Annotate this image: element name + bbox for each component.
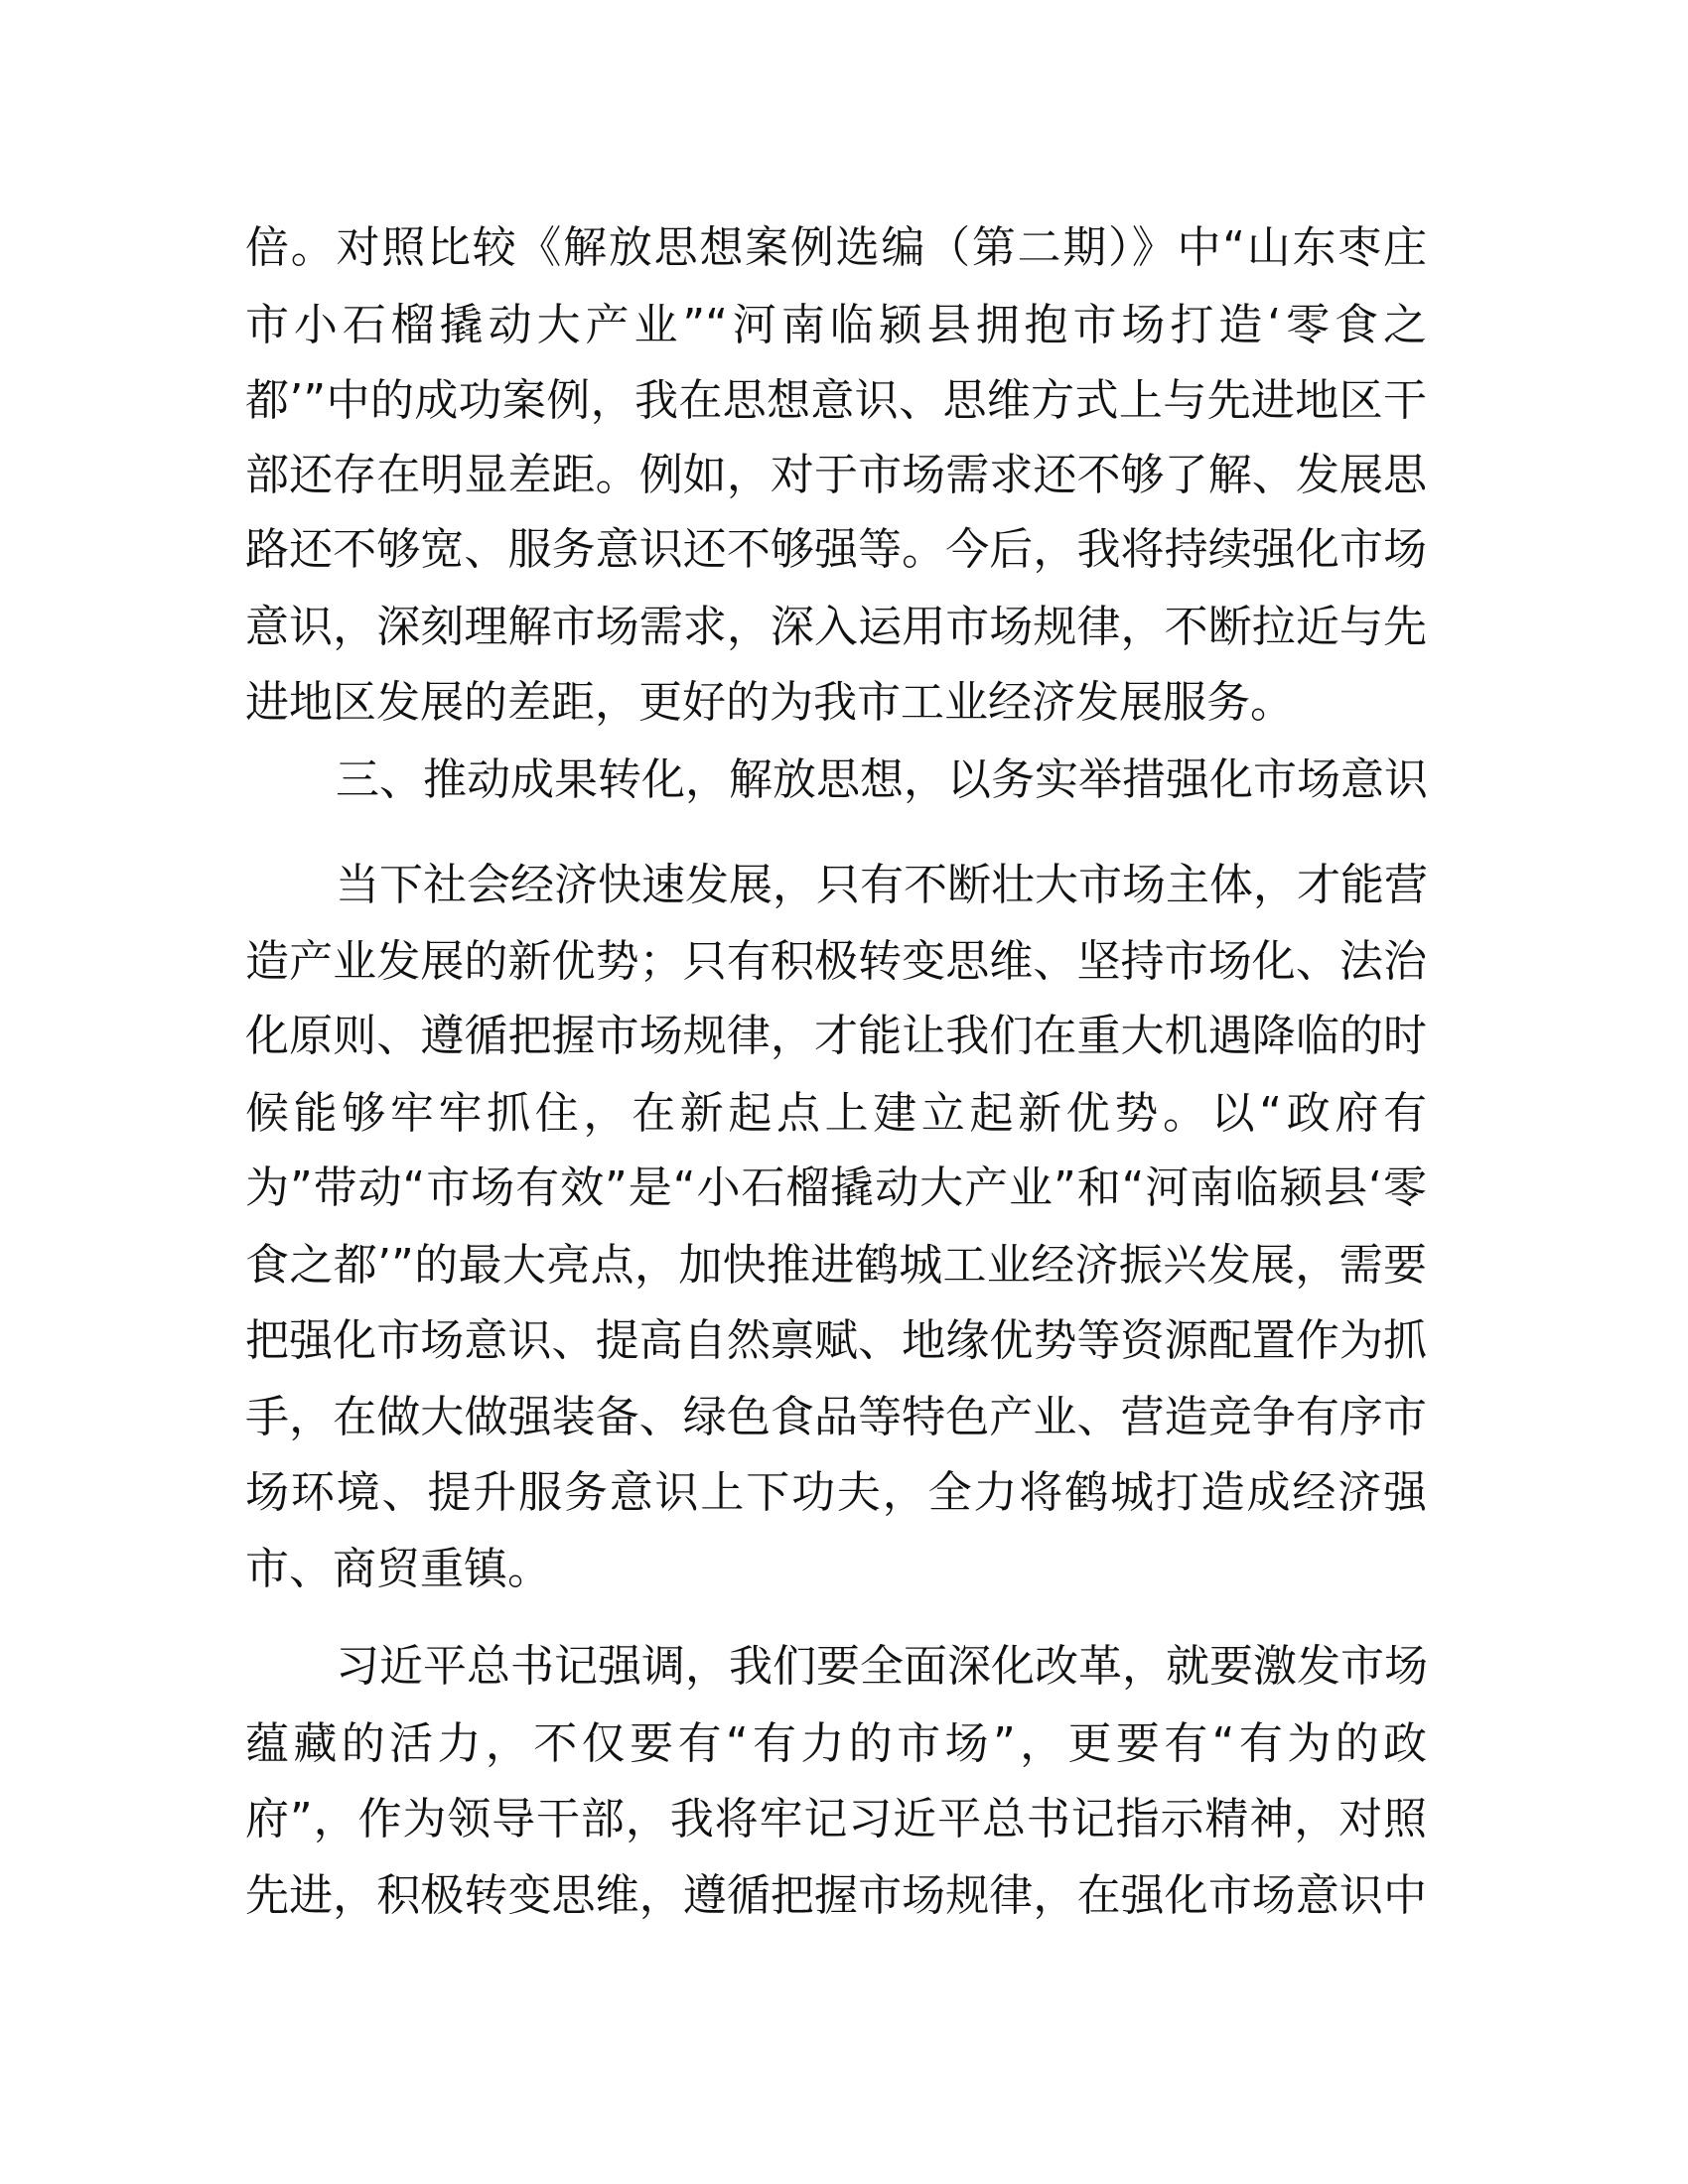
text-line: 候能够牢牢抓住，在新起点上建立起新优势。以“政府有 bbox=[245, 1088, 1427, 1139]
section-heading: 三、推动成果转化，解放思想，以务实举措强化市场意识 bbox=[336, 754, 1428, 805]
text-line: 造产业发展的新优势；只有积极转变思维、坚持市场化、法治 bbox=[245, 936, 1427, 987]
text-line: 倍。对照比较《解放思想案例选编（第二期）》中“山东枣庄 bbox=[245, 222, 1427, 273]
text-line: 先进，积极转变思维，遵循把握市场规律，在强化市场意识中 bbox=[245, 1870, 1427, 1921]
text-line: 都’”中的成功案例，我在思想意识、思维方式上与先进地区干 bbox=[245, 375, 1427, 426]
text-line: 当下社会经济快速发展，只有不断壮大市场主体，才能营 bbox=[336, 860, 1428, 910]
text-line: 化原则、遵循把握市场规律，才能让我们在重大机遇降临的时 bbox=[245, 1011, 1427, 1061]
text-line: 市、商贸重镇。 bbox=[245, 1544, 551, 1594]
text-line: 习近平总书记强调，我们要全面深化改革，就要激发市场 bbox=[336, 1641, 1428, 1692]
text-line: 为”带动“市场有效”是“小石榴撬动大产业”和“河南临颍县‘零 bbox=[245, 1162, 1427, 1213]
text-line: 意识，深刻理解市场需求，深入运用市场规律，不断拉近与先 bbox=[245, 602, 1427, 652]
text-line: 蕴藏的活力，不仅要有“有力的市场”，更要有“有为的政 bbox=[245, 1718, 1427, 1769]
text-line: 场环境、提升服务意识上下功夫，全力将鹤城打造成经济强 bbox=[245, 1467, 1427, 1518]
text-line: 部还存在明显差距。例如，对于市场需求还不够了解、发展思 bbox=[245, 450, 1427, 500]
text-line: 把强化市场意识、提高自然禀赋、地缘优势等资源配置作为抓 bbox=[245, 1315, 1427, 1366]
text-line: 食之都’”的最大亮点，加快推进鹤城工业经济振兴发展，需要 bbox=[245, 1240, 1427, 1291]
text-line: 路还不够宽、服务意识还不够强等。今后，我将持续强化市场 bbox=[245, 524, 1427, 575]
text-line: 市小石榴撬动大产业”“河南临颍县拥抱市场打造‘零食之 bbox=[245, 300, 1427, 350]
text-line: 手，在做大做强装备、绿色食品等特色产业、营造竞争有序市 bbox=[245, 1392, 1427, 1442]
text-line: 府”，作为领导干部，我将牢记习近平总书记指示精神，对照 bbox=[245, 1794, 1427, 1844]
text-line: 进地区发展的差距，更好的为我市工业经济发展服务。 bbox=[245, 677, 1294, 728]
